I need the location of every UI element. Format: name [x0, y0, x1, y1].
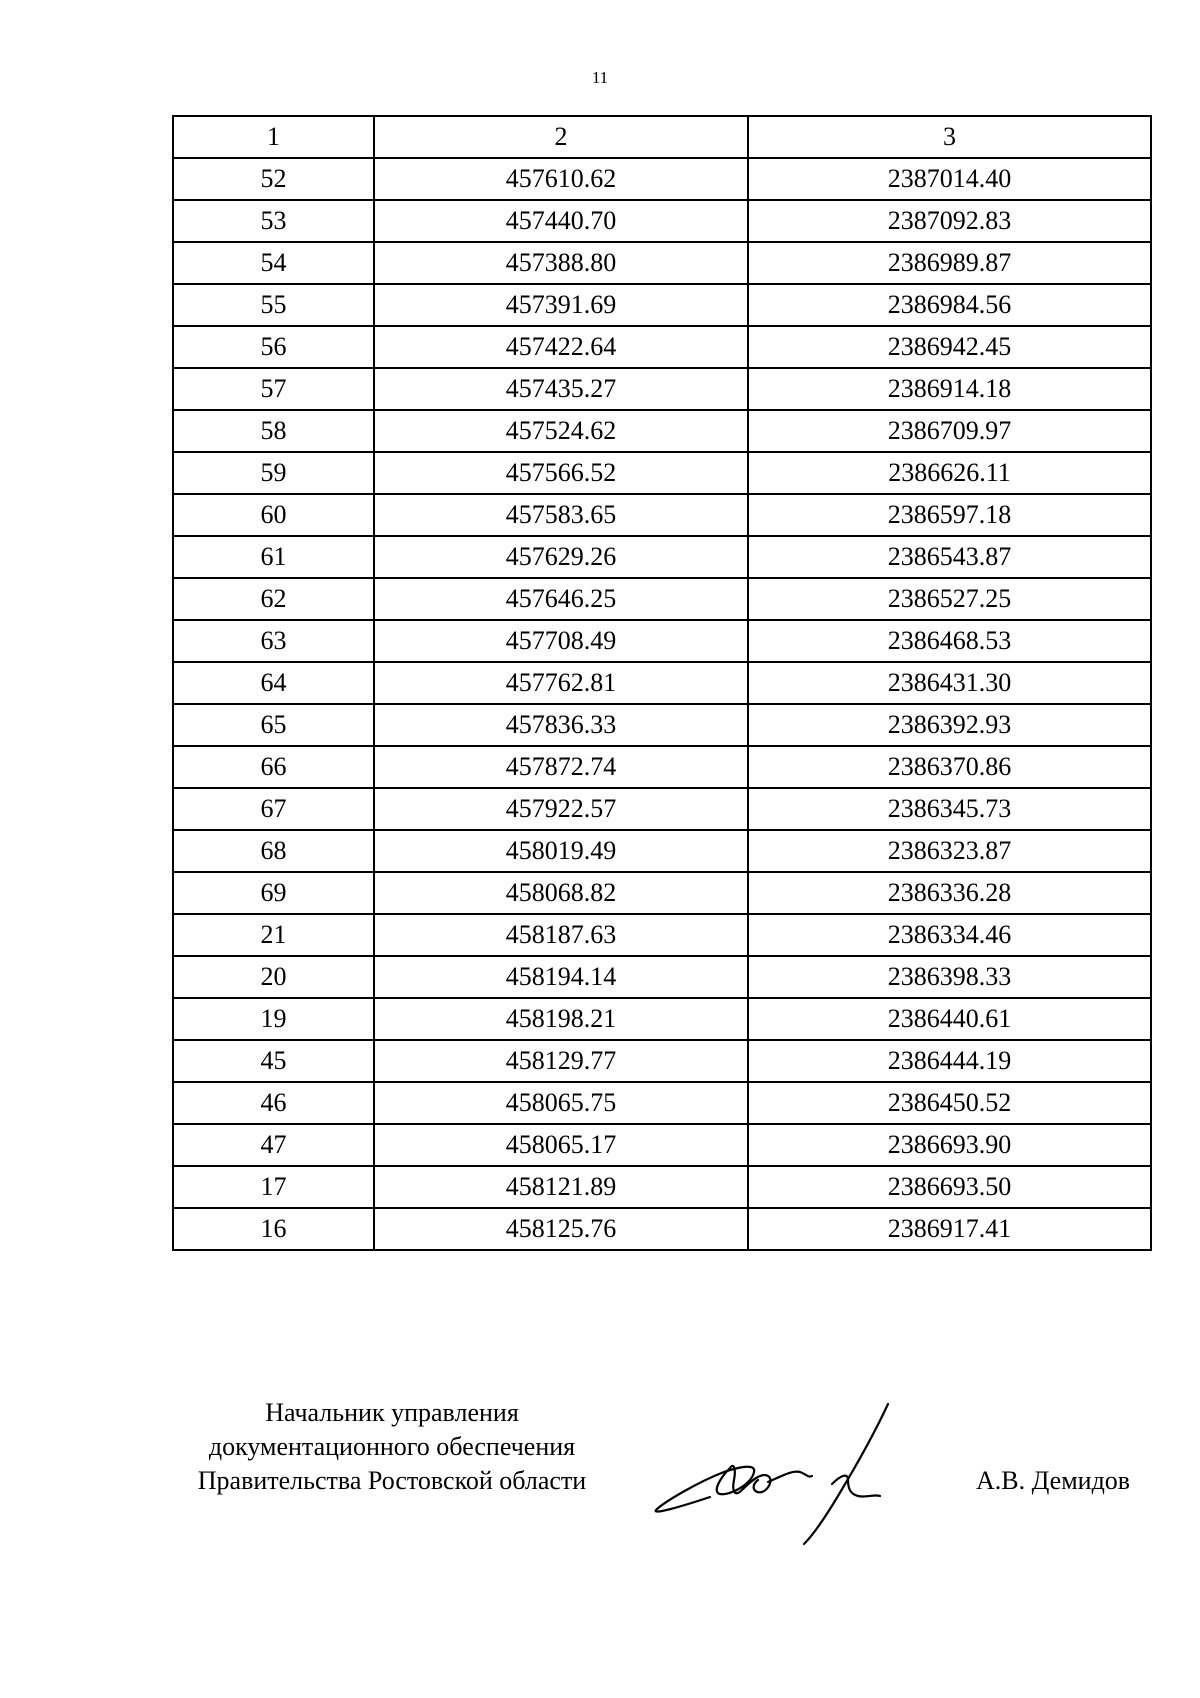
column-header-3: 3: [748, 116, 1151, 158]
table-cell-col-1: 63: [173, 620, 374, 662]
table-cell-col-3: 2386527.25: [748, 578, 1151, 620]
table-row: [173, 998, 1151, 1040]
coordinates-table: [172, 115, 1152, 1251]
table-cell-col-2: 457440.70: [374, 200, 748, 242]
table-cell-col-2: 458019.49: [374, 830, 748, 872]
table-row: [173, 704, 1151, 746]
table-cell-col-3: 2387092.83: [748, 200, 1151, 242]
table-cell-col-2: 457422.64: [374, 326, 748, 368]
table-cell-col-3: 2386693.90: [748, 1124, 1151, 1166]
table-header-row: [173, 116, 1151, 158]
table-cell-col-1: 53: [173, 200, 374, 242]
table-cell-col-3: 2386942.45: [748, 326, 1151, 368]
table-row: [173, 284, 1151, 326]
table-row: [173, 536, 1151, 578]
table-cell-col-1: 60: [173, 494, 374, 536]
table-cell-col-3: 2386334.46: [748, 914, 1151, 956]
table-row: [173, 662, 1151, 704]
table-cell-col-2: 457836.33: [374, 704, 748, 746]
table-cell-col-3: 2386444.19: [748, 1040, 1151, 1082]
table-row: [173, 410, 1151, 452]
table-cell-col-1: 65: [173, 704, 374, 746]
table-row: [173, 746, 1151, 788]
table-cell-col-1: 19: [173, 998, 374, 1040]
table-cell-col-2: 458125.76: [374, 1208, 748, 1250]
table-row: [173, 830, 1151, 872]
table-row: [173, 788, 1151, 830]
page-number: 11: [591, 68, 609, 87]
signatory-position-line-3: Правительства Ростовской области: [197, 1466, 587, 1495]
table-cell-col-2: 457566.52: [374, 452, 748, 494]
table-row: [173, 956, 1151, 998]
table-row: [173, 200, 1151, 242]
table-cell-col-1: 59: [173, 452, 374, 494]
table-cell-col-2: 457524.62: [374, 410, 748, 452]
table-cell-col-3: 2387014.40: [748, 158, 1151, 200]
table-cell-col-2: 457922.57: [374, 788, 748, 830]
table-cell-col-2: 457872.74: [374, 746, 748, 788]
table-cell-col-2: 457391.69: [374, 284, 748, 326]
signatory-name: А.В. Демидов: [976, 1466, 1131, 1495]
table-cell-col-2: 457629.26: [374, 536, 748, 578]
table-cell-col-3: 2386392.93: [748, 704, 1151, 746]
table-row: [173, 578, 1151, 620]
table-cell-col-1: 66: [173, 746, 374, 788]
table-cell-col-3: 2386398.33: [748, 956, 1151, 998]
table-cell-col-3: 2386984.56: [748, 284, 1151, 326]
table-cell-col-1: 57: [173, 368, 374, 410]
table-row: [173, 1082, 1151, 1124]
column-header-1: 1: [173, 116, 374, 158]
table-cell-col-1: 17: [173, 1166, 374, 1208]
table-cell-col-3: 2386917.41: [748, 1208, 1151, 1250]
signatory-position-line-2: документационного обеспечения: [208, 1432, 576, 1461]
table-cell-col-3: 2386431.30: [748, 662, 1151, 704]
table-cell-col-1: 69: [173, 872, 374, 914]
table-cell-col-3: 2386370.86: [748, 746, 1151, 788]
table-cell-col-2: 457646.25: [374, 578, 748, 620]
table-cell-col-3: 2386597.18: [748, 494, 1151, 536]
table-cell-col-2: 457762.81: [374, 662, 748, 704]
table-row: [173, 872, 1151, 914]
signatory-position: [172, 1396, 612, 1498]
table-cell-col-1: 47: [173, 1124, 374, 1166]
table-cell-col-3: 2386468.53: [748, 620, 1151, 662]
table-cell-col-1: 62: [173, 578, 374, 620]
table-cell-col-2: 457708.49: [374, 620, 748, 662]
table-cell-col-2: 458068.82: [374, 872, 748, 914]
table-cell-col-1: 54: [173, 242, 374, 284]
table-cell-col-1: 58: [173, 410, 374, 452]
table-cell-col-2: 458198.21: [374, 998, 748, 1040]
table-cell-col-2: 457583.65: [374, 494, 748, 536]
table-cell-col-1: 56: [173, 326, 374, 368]
table-row: [173, 1040, 1151, 1082]
table-row: [173, 368, 1151, 410]
table-cell-col-2: 457435.27: [374, 368, 748, 410]
table-cell-col-3: 2386693.50: [748, 1166, 1151, 1208]
coordinates-table-body: [173, 116, 1151, 1250]
table-cell-col-3: 2386345.73: [748, 788, 1151, 830]
table-cell-col-2: 458065.75: [374, 1082, 748, 1124]
table-row: [173, 158, 1151, 200]
table-cell-col-1: 46: [173, 1082, 374, 1124]
table-cell-col-1: 67: [173, 788, 374, 830]
table-cell-col-1: 20: [173, 956, 374, 998]
table-cell-col-1: 16: [173, 1208, 374, 1250]
table-cell-col-2: 458065.17: [374, 1124, 748, 1166]
table-row: [173, 1208, 1151, 1250]
table-row: [173, 1124, 1151, 1166]
table-cell-col-2: 458129.77: [374, 1040, 748, 1082]
table-cell-col-3: 2386440.61: [748, 998, 1151, 1040]
table-cell-col-3: 2386914.18: [748, 368, 1151, 410]
table-row: [173, 1166, 1151, 1208]
table-cell-col-2: 458194.14: [374, 956, 748, 998]
table-row: [173, 494, 1151, 536]
table-row: [173, 242, 1151, 284]
table-cell-col-3: 2386709.97: [748, 410, 1151, 452]
table-cell-col-3: 2386450.52: [748, 1082, 1151, 1124]
table-cell-col-1: 45: [173, 1040, 374, 1082]
table-cell-col-1: 55: [173, 284, 374, 326]
table-cell-col-3: 2386323.87: [748, 830, 1151, 872]
table-cell-col-2: 458187.63: [374, 914, 748, 956]
table-cell-col-2: 457388.80: [374, 242, 748, 284]
table-cell-col-1: 61: [173, 536, 374, 578]
table-cell-col-3: 2386626.11: [748, 452, 1151, 494]
table-cell-col-1: 64: [173, 662, 374, 704]
table-row: [173, 620, 1151, 662]
handwritten-signature: [650, 1380, 950, 1550]
table-cell-col-1: 68: [173, 830, 374, 872]
table-cell-col-1: 21: [173, 914, 374, 956]
column-header-2: 2: [374, 116, 748, 158]
table-cell-col-3: 2386989.87: [748, 242, 1151, 284]
table-cell-col-2: 457610.62: [374, 158, 748, 200]
table-row: [173, 914, 1151, 956]
table-cell-col-1: 52: [173, 158, 374, 200]
table-cell-col-3: 2386543.87: [748, 536, 1151, 578]
table-cell-col-2: 458121.89: [374, 1166, 748, 1208]
table-row: [173, 452, 1151, 494]
table-row: [173, 326, 1151, 368]
signatory-position-line-1: Начальник управления: [265, 1398, 519, 1427]
table-cell-col-3: 2386336.28: [748, 872, 1151, 914]
